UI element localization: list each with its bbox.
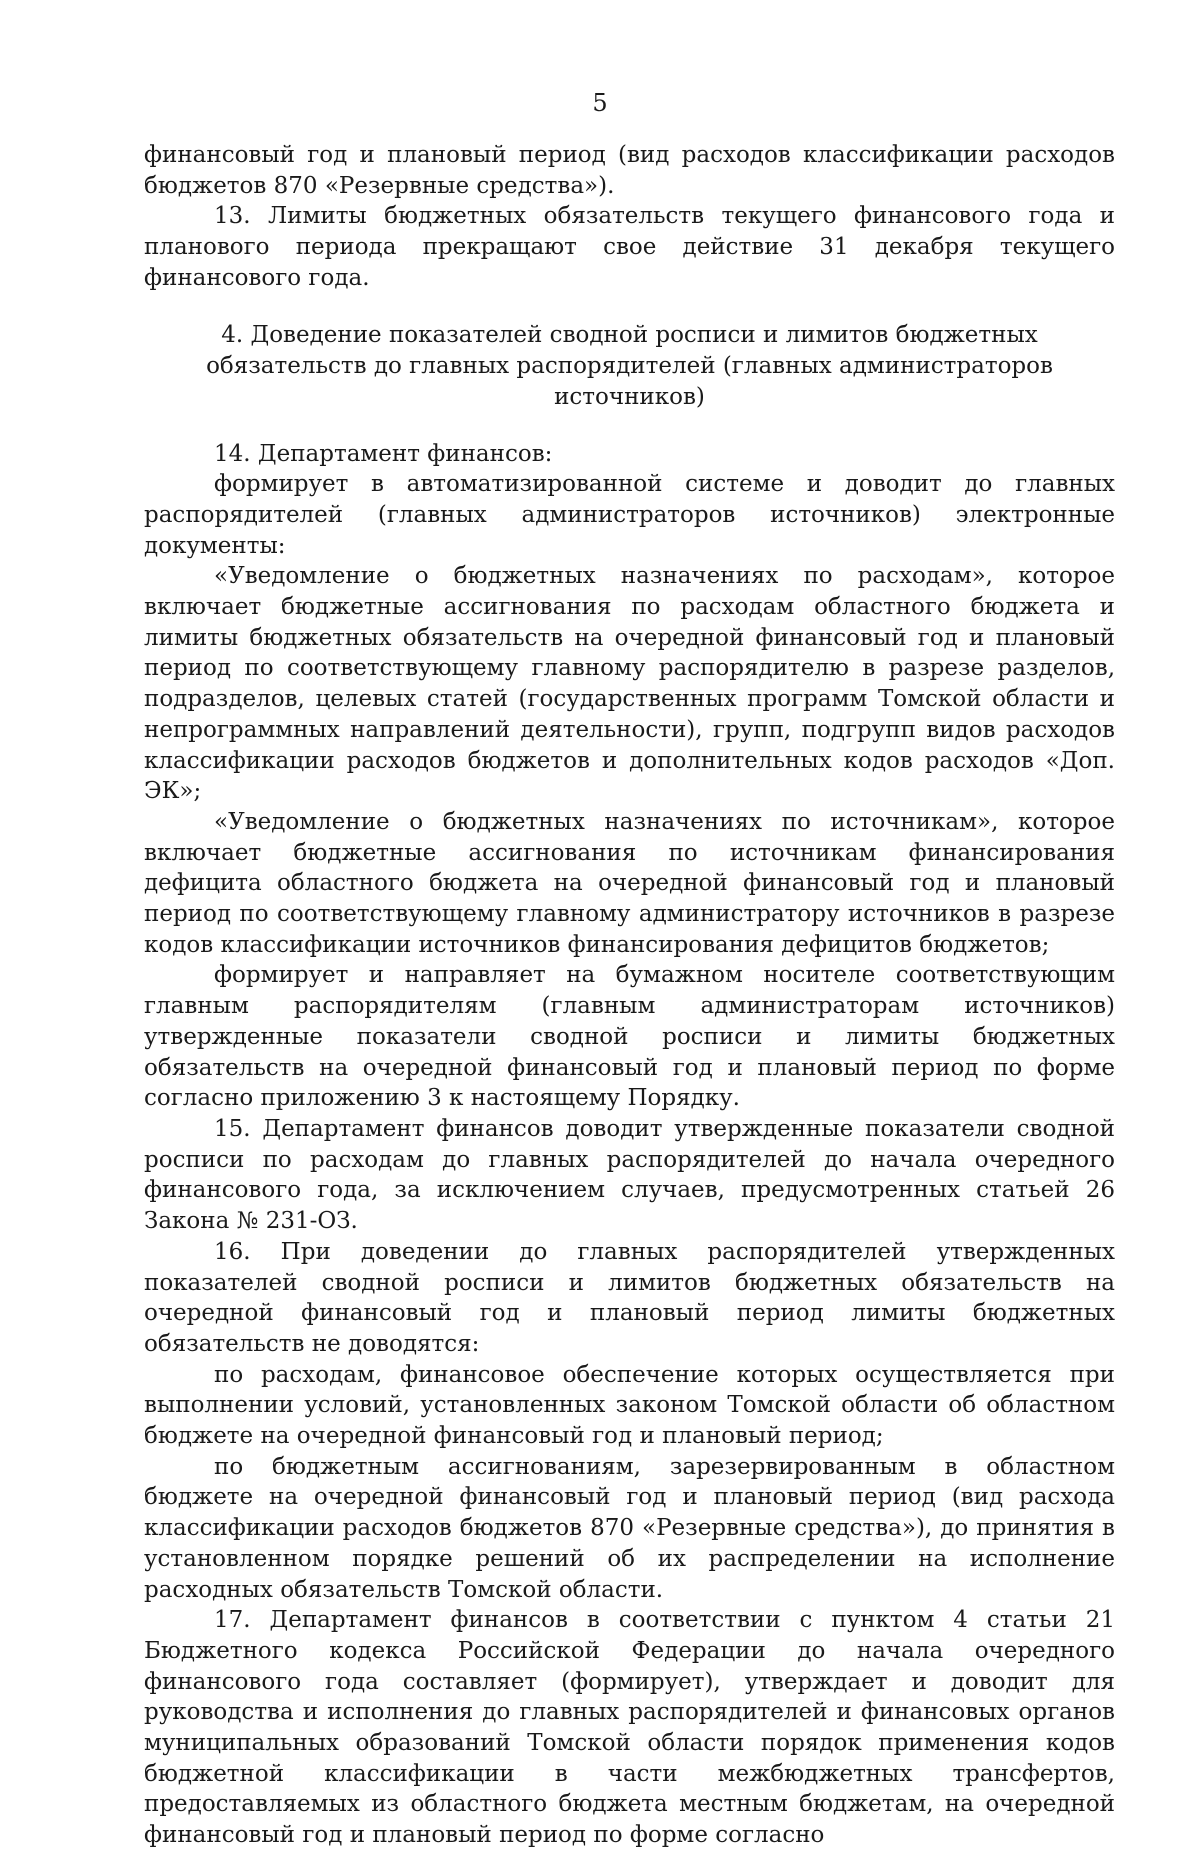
paragraph-13: 13. Лимиты бюджетных обязательств текущего финансового года и планового периода прекращают свое действие 31 декабря текущего финансового года. (144, 203, 1115, 291)
paragraph-17: 17. Департамент финансов в соответствии с пунктом 4 статьи 21 Бюджетного кодекса Российской Федерации до начала очередного финансового года составляет (формирует), утверждает и доводит для руководства и исполнения до главных распорядителей и финансовых органов муниципальных образований Томской области порядок применения кодов бюджетной классификации в части межбюджетных трансфертов, предоставляемых из областного бюджета местным бюджетам, на очередной финансовый год и плановый период по форме согласно (144, 1607, 1115, 1849)
paragraph-14-item-c: «Уведомление о бюджетных назначениях по источникам», которое включает бюджетные ассигнования по источникам финансирования дефицита областного бюджета на очередной финансовый год и плановый период по соответствующему главному администратору источников в разрезе кодов классификации источников финансирования дефицитов бюджетов; (144, 808, 1115, 958)
paragraph-14-item-b: «Уведомление о бюджетных назначениях по расходам», которое включает бюджетные ассигнования по расходам областного бюджета и лимиты бюджетных обязательств на очередной финансовый год и плановый период по соответствующему главному распорядителю в разрезе разделов, подразделов, целевых статей (государственных программ Томской области и непрограммных направлений деятельности), групп, подгрупп видов расходов классификации расходов бюджетов и дополнительных кодов расходов «Доп. ЭК»; (144, 563, 1115, 805)
page-number: 5 (592, 89, 608, 117)
paragraph-16: 16. При доведении до главных распорядителей утвержденных показателей сводной росписи и лимитов бюджетных обязательств на очередной финансовый год и плановый период лимиты бюджетных обязательств не доводятся: (144, 1238, 1115, 1357)
paragraph-16-item-b: по бюджетным ассигнованиям, зарезервированным в областном бюджете на очередной финансовый год и плановый период (вид расхода классификации расходов бюджетов 870 «Резервные средства»), до принятия в установленном порядке решений об их распределении на исполнение расходных обязательств Томской области. (144, 1453, 1115, 1603)
paragraph-16-item-a: по расходам, финансовое обеспечение которых осуществляется при выполнении условий, установленных законом Томской области об областном бюджете на очередной финансовый год и плановый период; (144, 1361, 1115, 1450)
document-body (144, 140, 1115, 1851)
paragraph-14-item-a: формирует в автоматизированной системе и доводит до главных распорядителей (главных администраторов источников) электронные документы: (144, 471, 1115, 559)
paragraph-14-item-d: формирует и направляет на бумажном носителе соответствующим главным распорядителям (главным администраторам источников) утвержденные показатели сводной росписи и лимиты бюджетных обязательств на очередной финансовый год и плановый период по форме согласно приложению 3 к настоящему Порядку. (144, 962, 1115, 1112)
section-4-heading: 4. Доведение показателей сводной росписи и лимитов бюджетных обязательств до главных распорядителей (главных администраторов источников) (206, 321, 1053, 410)
paragraph-continuation: финансовый год и плановый период (вид расходов классификации расходов бюджетов 870 «Резервные средства»). (144, 142, 1115, 199)
paragraph-15: 15. Департамент финансов доводит утвержденные показатели сводной росписи по расходам до главных распорядителей до начала очередного финансового года, за исключением случаев, предусмотренных статьей 26 Закона № 231-ОЗ. (144, 1115, 1115, 1235)
paragraph-14: 14. Департамент финансов: (214, 440, 553, 467)
